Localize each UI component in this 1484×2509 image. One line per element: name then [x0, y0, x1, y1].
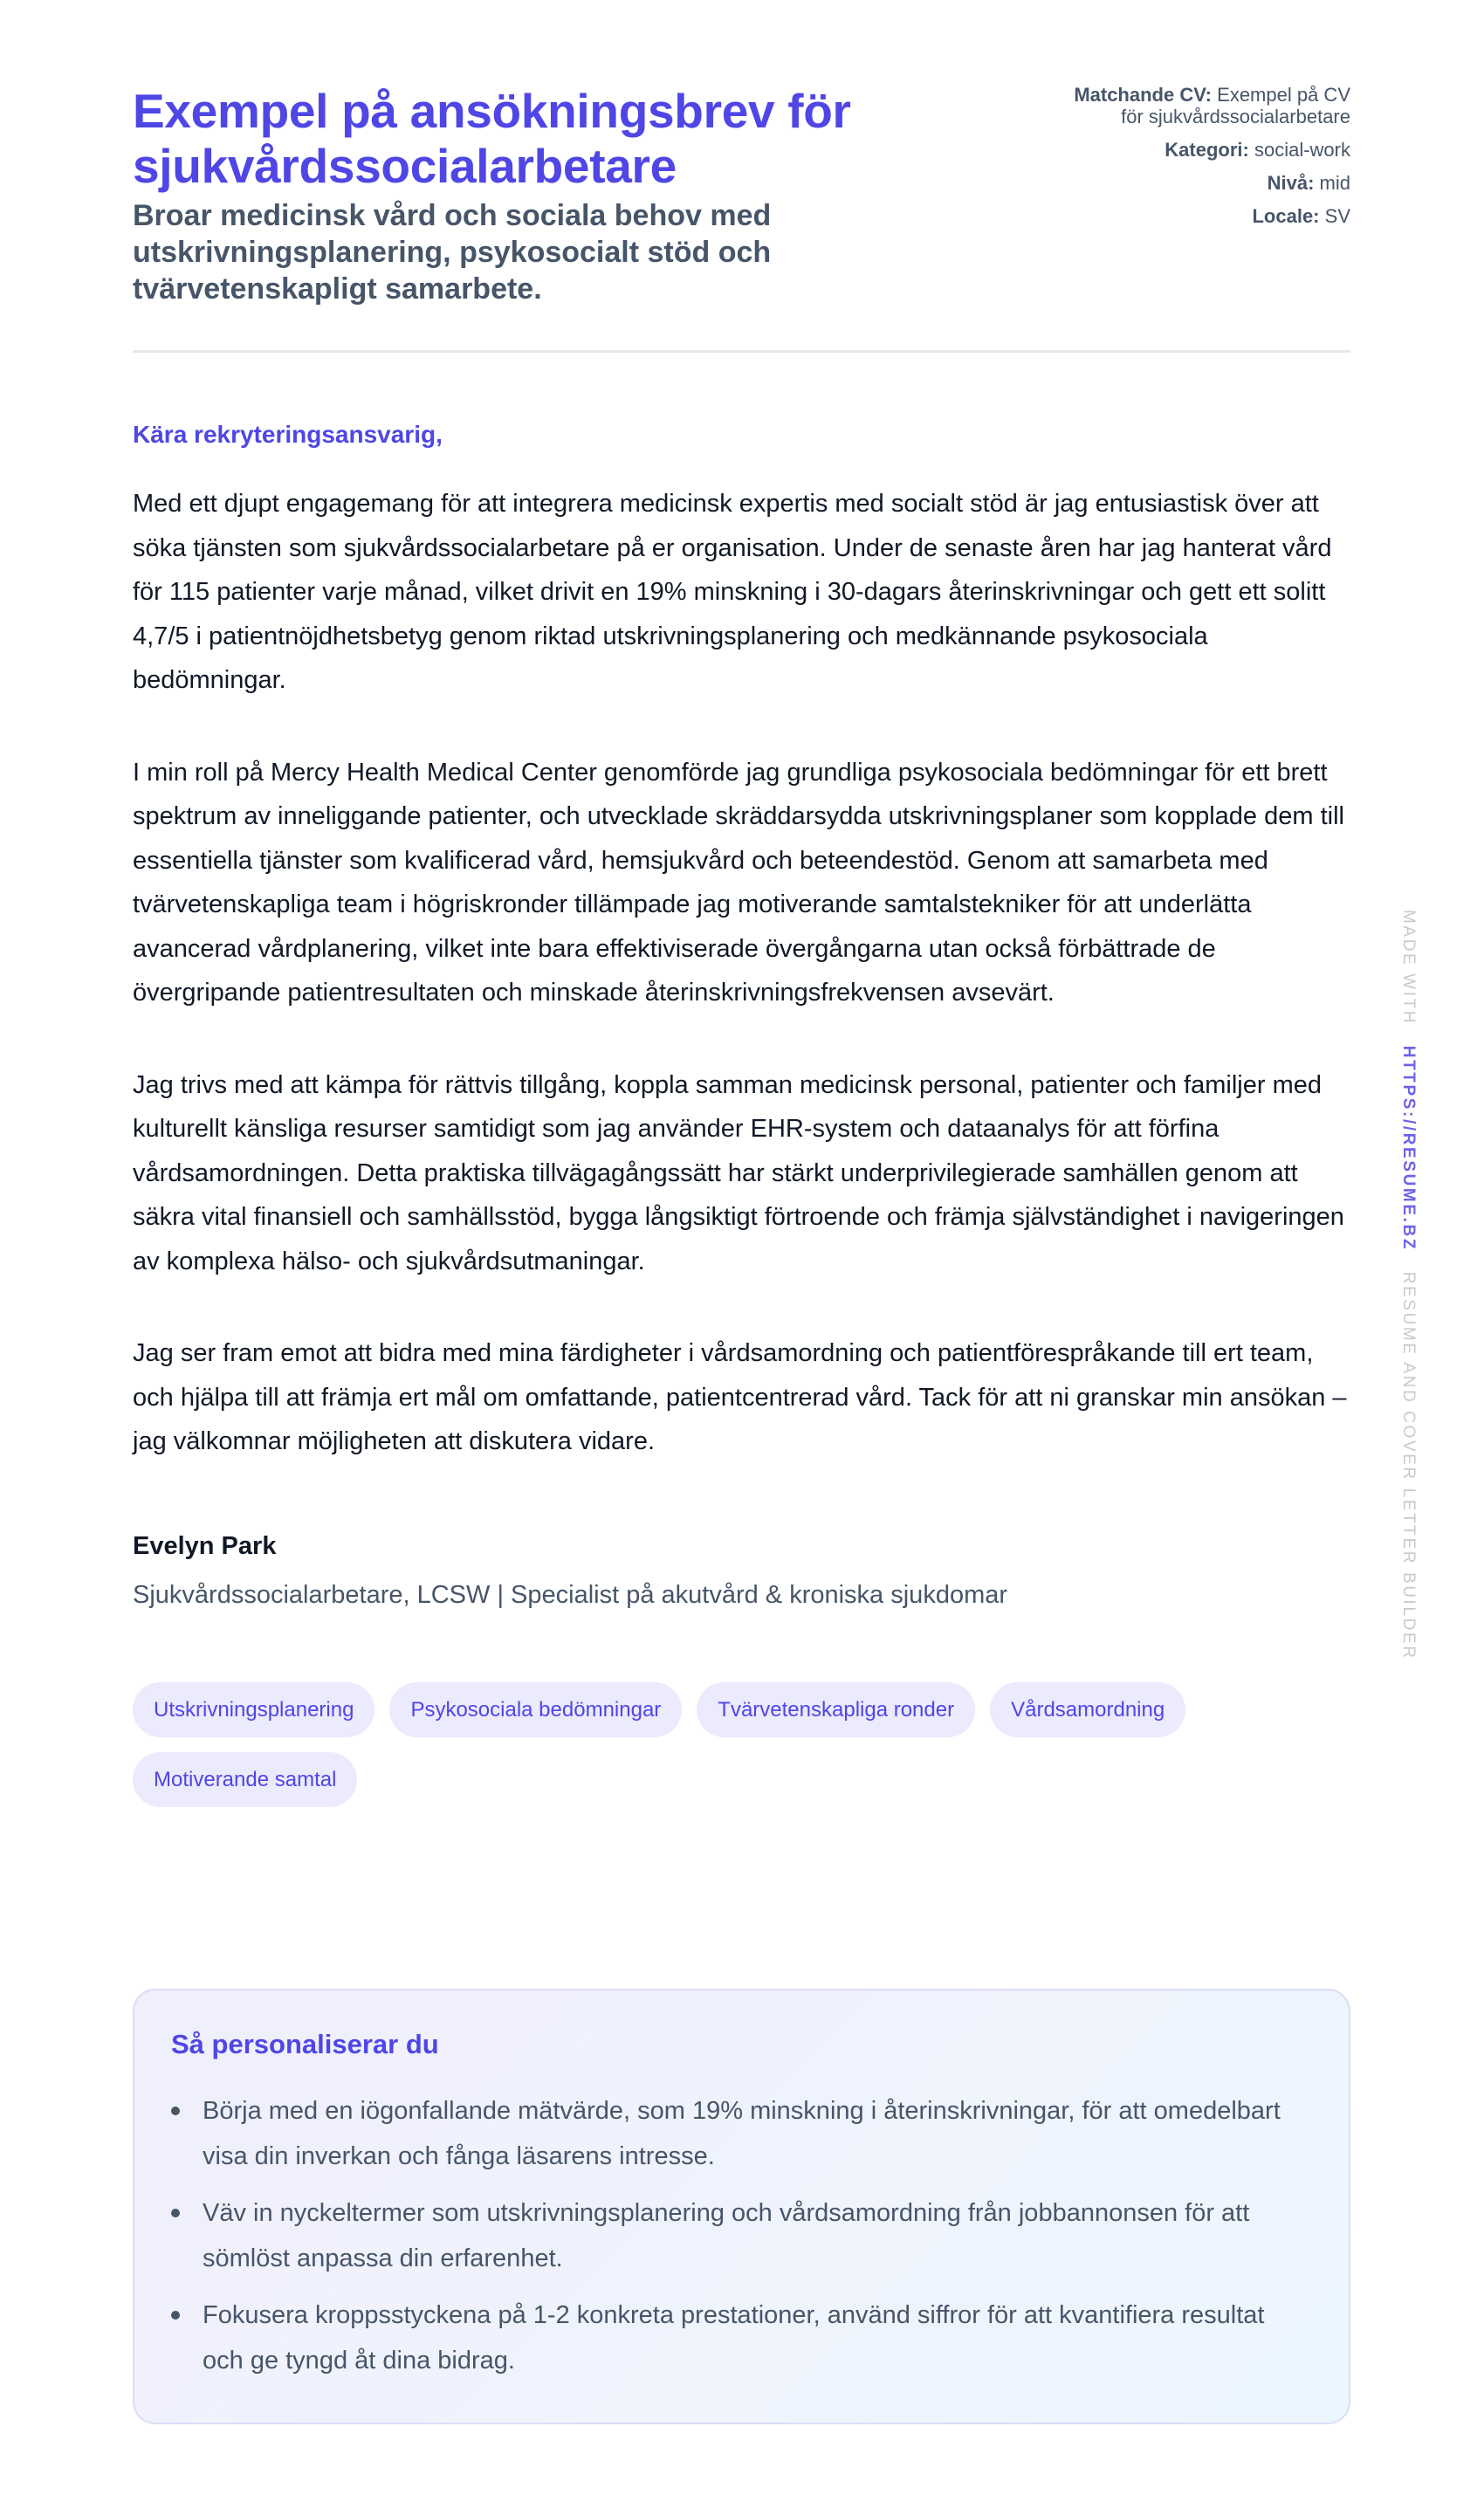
- meta-value: social-work: [1254, 139, 1350, 161]
- letter-paragraph: I min roll på Mercy Health Medical Center genomförde jag grundliga psykosociala bedömningar för ett brett spektrum av inneliggande patienter, och utvecklade skräddarsydda utskrivningsplaner som kopplade dem till essentiella tjänster som kvalificerad vård, hemsjukvård och beteendestöd. Genom att samarbeta med tvärvetenskapliga team i högriskronder tillämpade jag motiverande samtalstekniker för att underlätta avancerad vårdplanering, vilket inte bara effektiviserade övergångarna utan också förbättrade de övergripande patientresultaten och minskade återinskrivningsfrekvensen avsevärt.: [133, 758, 1344, 1007]
- bullet-icon: [171, 2311, 180, 2320]
- letter-paragraph: Jag ser fram emot att bidra med mina färdigheter i vårdsamordning och patientförespråkande till ert team, och hjälpa till att främja ert mål om omfattande, patientcentrerad vård. Tack för att ni granskar min ansökan – jag välkomnar möjligheten att diskutera vidare.: [133, 1339, 1347, 1455]
- skill-tags: [133, 1682, 1285, 1807]
- cover-letter-page: [133, 0, 1350, 2375]
- meta-category: [1071, 139, 1350, 161]
- signature: [133, 1529, 1350, 1612]
- skill-tag[interactable]: Vårdsamordning: [990, 1682, 1185, 1737]
- tips-item: [171, 2292, 1312, 2383]
- letter-greeting: Kära rekryteringsansvarig,: [133, 421, 443, 448]
- meta-key: Matchande CV:: [1074, 84, 1213, 106]
- meta-level: [1071, 172, 1350, 194]
- tips-item-text: Väv in nyckeltermer som utskrivningsplanering och vårdsamordning från jobbannonsen för att sömlöst anpassa din erfarenhet.: [203, 2199, 1250, 2272]
- meta-key: Kategori:: [1165, 139, 1249, 161]
- letter-paragraph: Med ett djupt engagemang för att integrera medicinsk expertis med socialt stöd är jag entusiastisk över att söka tjänsten som sjukvårdssocialarbetare på er organisation. Under de senaste åren har jag hanterat vård för 115 patienter varje månad, vilket drivit en 19% minskning i 30-dagars återinskrivningar och gett ett solitt 4,7/5 i patientnöjdhetsbetyg genom riktad utskrivningsplanering och medkännande psykosociala bedömningar.: [133, 490, 1332, 694]
- signature-title: Sjukvårdssocialarbetare, LCSW | Specialist på akutvård & kroniska sjukdomar: [133, 1580, 1008, 1609]
- letter-paragraph: Jag trivs med att kämpa för rättvis tillgång, koppla samman medicinsk personal, patienter och familjer med kulturellt känsliga resurser samtidigt som jag använder EHR-system och dataanalys för att förfina vårdsamordningen. Detta praktiska tillvägagångssätt har stärkt underprivilegierade samhällen genom att säkra vital finansiell och samhällsstöd, bygga långsiktigt förtroende och främja självständighet i navigeringen av komplexa hälso- och sjukvårdsutmaningar.: [133, 1070, 1344, 1275]
- personalization-tips: [133, 1989, 1350, 2424]
- page-title: Exempel på ansökningsbrev för sjukvårdssocialarbetare: [133, 84, 851, 193]
- meta-key: Nivå:: [1267, 172, 1315, 194]
- meta-value: SV: [1324, 205, 1350, 227]
- meta-info: [1071, 84, 1350, 238]
- meta-value: Exempel på CV för sjukvårdssocialarbetare: [1121, 84, 1350, 127]
- side-banner-suffix: RESUME AND COVER LETTER BUILDER: [1399, 1271, 1418, 1660]
- tips-item: [171, 2190, 1312, 2281]
- tips-list: [171, 2088, 1312, 2383]
- side-banner-prefix: MADE WITH: [1399, 910, 1418, 1026]
- tips-title: Så personaliserar du: [171, 2029, 439, 2059]
- skill-tag[interactable]: Motiverande samtal: [133, 1752, 357, 1807]
- tips-item: [171, 2088, 1312, 2179]
- signature-name: Evelyn Park: [133, 1531, 277, 1560]
- skill-tag[interactable]: Utskrivningsplanering: [133, 1682, 374, 1737]
- tips-item-text: Fokusera kroppsstyckena på 1-2 konkreta prestationer, använd siffror för att kvantifiera resultat och ge tyngd åt dina bidrag.: [203, 2301, 1265, 2375]
- tips-item-text: Börja med en iögonfallande mätvärde, som 19% minskning i återinskrivningar, för att omedelbart visa din inverkan och fånga läsarens intresse.: [203, 2097, 1281, 2170]
- skill-tag[interactable]: Psykosociala bedömningar: [389, 1682, 682, 1737]
- side-banner: [1398, 910, 1418, 1660]
- bullet-icon: [171, 2209, 180, 2217]
- meta-matching-cv: [1071, 84, 1350, 127]
- page-header: [133, 0, 1350, 353]
- meta-value: mid: [1319, 172, 1350, 194]
- resume-bz-link[interactable]: HTTPS://RESUME.BZ: [1399, 1045, 1418, 1252]
- page-subtitle: Broar medicinsk vård och sociala behov med utskrivningsplanering, psykosocialt stöd och tvärvetenskapligt samarbete.: [133, 199, 772, 306]
- bullet-icon: [171, 2107, 180, 2115]
- letter-body: [133, 482, 1350, 1464]
- meta-locale: [1071, 205, 1350, 227]
- skill-tag[interactable]: Tvärvetenskapliga ronder: [697, 1682, 975, 1737]
- meta-key: Locale:: [1252, 205, 1320, 227]
